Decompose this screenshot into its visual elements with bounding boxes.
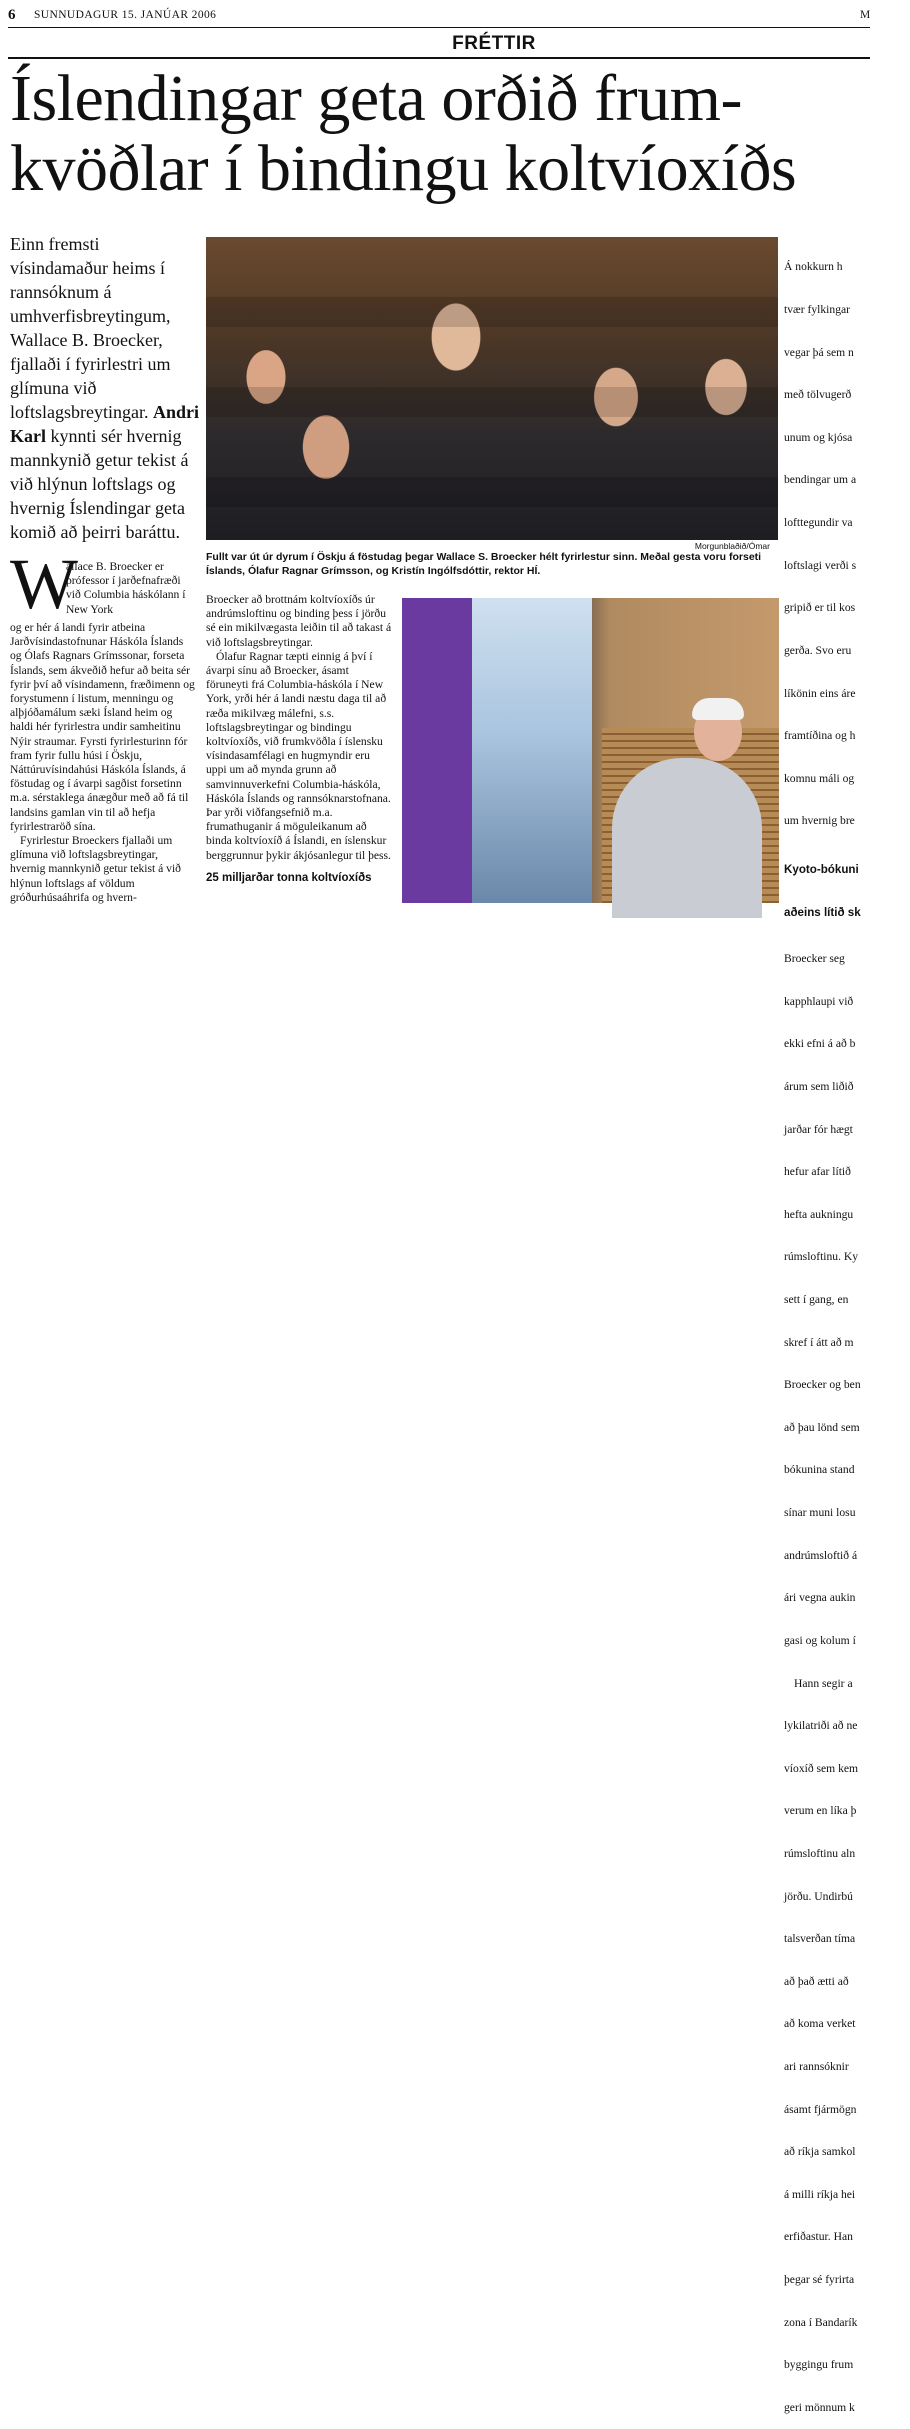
text-line: jörðu. Undirbú bbox=[784, 1889, 853, 1903]
column1-body bbox=[10, 621, 196, 905]
text-line: árum sem liðið bbox=[784, 1079, 854, 1093]
text-line: ásamt fjármögn bbox=[784, 2102, 857, 2116]
text-line: með tölvugerð bbox=[784, 388, 852, 402]
text-line: zona í Bandarík bbox=[784, 2315, 858, 2329]
text-line: víoxíð sem kem bbox=[784, 1761, 859, 1775]
text-line: talsverðan tíma bbox=[784, 1932, 856, 1946]
text-line: komnu máli og bbox=[784, 771, 855, 785]
column3-body bbox=[784, 232, 884, 2429]
header-right-fragment: M bbox=[860, 9, 871, 21]
text-line: þegar sé fyrirta bbox=[784, 2273, 855, 2287]
text-line: á milli ríkja hei bbox=[784, 2187, 856, 2201]
paragraph: og er hér á landi fyrir atbeina Jarðvísindastofnunar Háskóla Íslands og Ólafs Ragnars Grímssonar, forseta Íslands, sem ákveðið hefur að beita sér fyrir því að vísindamenn, fræðimenn og forystumenn í listum, menningu og alþjóðamálum sæki Ísland heim og haldi hér fyrirlestra undir samheitinu Nýir straumar. Fyrsti fyrirlesturinn fór fram fyrir fullu húsi í Öskju, Náttúruvísindahúsi Háskóla Íslands, á föstudag og í ávarpi sagðist forsetinn m.a. sérstaklega ánægður með að fá til landsins gamlan vin til að hefja fyrirlestraröð sína. bbox=[10, 621, 195, 833]
text-line: unum og kjósa bbox=[784, 430, 853, 444]
top-rule bbox=[8, 27, 870, 28]
text-line: ekki efni á að b bbox=[784, 1037, 856, 1051]
subheading: Kyoto-bókuni bbox=[784, 862, 859, 876]
text-line: Broecker seg bbox=[784, 952, 845, 966]
text-line: skref í átt að m bbox=[784, 1335, 854, 1349]
speaker-photo bbox=[402, 598, 779, 903]
photo-caption: Fullt var út úr dyrum í Öskju á föstudag þegar Wallace S. Broecker hélt fyrirlestur sinn. Meðal gesta voru forseti Íslands, Ólafur Ragnar Grímsson, og Kristín Ingólfsdóttir, rektor HÍ. bbox=[206, 551, 762, 577]
photo-credit: Morgunblaðið/Ómar bbox=[694, 541, 770, 551]
subheading: 25 milljarðar tonna koltvíoxíðs bbox=[206, 871, 372, 884]
audience-photo bbox=[206, 237, 778, 540]
text-line: um hvernig bre bbox=[784, 814, 855, 828]
paragraph: Broecker að brottnám koltvíoxíðs úr andrúmsloftinu og binding þess í jörðu sé ein mikilvægasta leiðin til að takast á við loftslagsbreytingar. bbox=[206, 593, 392, 649]
text-line: andrúmsloftið á bbox=[784, 1548, 858, 1562]
text-line: rúmsloftinu. Ky bbox=[784, 1250, 859, 1264]
text-line: gerða. Svo eru bbox=[784, 643, 852, 657]
text-line: rúmsloftinu aln bbox=[784, 1846, 856, 1860]
text-line: lofttegundir va bbox=[784, 516, 853, 530]
text-line: Hann segir a bbox=[794, 1676, 853, 1690]
text-line: bendingar um a bbox=[784, 473, 857, 487]
lede bbox=[10, 232, 200, 544]
text-line: sett í gang, en bbox=[784, 1293, 849, 1307]
text-line: byggingu frum bbox=[784, 2358, 854, 2372]
subheading: aðeins lítið sk bbox=[784, 905, 861, 919]
drop-cap: W bbox=[10, 544, 78, 624]
text-line: ari rannsóknir bbox=[784, 2060, 849, 2073]
text-line: sínar muni losu bbox=[784, 1506, 856, 1520]
text-line: að þau lönd sem bbox=[784, 1420, 860, 1434]
text-line: Á nokkurn h bbox=[784, 260, 843, 274]
date-line: SUNNUDAGUR 15. JANÚAR 2006 bbox=[34, 9, 217, 21]
text-line: gripið er til kos bbox=[784, 601, 856, 615]
lede-text-2: kynnti sér hvernig mannkynið getur tekist á við hlýnun loftslags og hvernig Íslendingar geta komið að þeirri baráttu. bbox=[10, 426, 189, 542]
section-rule bbox=[8, 57, 870, 59]
text-line: geri mönnum k bbox=[784, 2400, 855, 2414]
text-line: hefta aukningu bbox=[784, 1207, 854, 1221]
paragraph: Fyrirlestur Broeckers fjallaði um glímuna við loftslagsbreytingar, hvernig mannkynið getur tekist á við hlýnun loftslags af völdum gróðurhúsaáhrifa og hvern- bbox=[10, 834, 181, 904]
text-line: jarðar fór hægt bbox=[784, 1122, 853, 1136]
text-line: Broecker og ben bbox=[784, 1378, 861, 1392]
text-line: að það ætti að bbox=[784, 1974, 849, 1988]
text-line: líkönin eins áre bbox=[784, 686, 856, 700]
text-line: erfiðastur. Han bbox=[784, 2230, 853, 2244]
text-line: framtíðina og h bbox=[784, 729, 856, 743]
text-line: gasi og kolum í bbox=[784, 1633, 856, 1647]
text-line: loftslagi verði s bbox=[784, 558, 857, 572]
text-line: kapphlaupi við bbox=[784, 994, 854, 1008]
headline: Íslendingar geta orðið frum- kvöðlar í bindingu koltvíoxíðs bbox=[10, 62, 797, 205]
text-line: að ríkja samkol bbox=[784, 2145, 856, 2159]
text-line: vegar þá sem n bbox=[784, 345, 854, 359]
text-line: tvær fylkingar bbox=[784, 303, 851, 317]
paragraph: Ólafur Ragnar tæpti einnig á því í ávarpi sínu að Broecker, ásamt föruneyti frá Columbia-háskóla í New York, yrði hér á landi næstu daga til að ræða mikilvæg málefni, s.s. loftslagsbreytingar og bindingu koltvíoxíðs, við frumkvöðla í íslensku vísindasamfélagi en hugmyndir eru uppi um að mynda grunn að samvinnuverkefni Columbia-háskóla, Háskóla Íslands og rannsóknarstofnana. Þar yrði viðfangsefnið m.a. frumathuganir á möguleikanum að binda koltvíoxíð á Íslandi, en íslenskur berggrunnur þykir ákjósanlegur til þess. bbox=[206, 649, 391, 862]
lede-text-1: Einn fremsti vísindamaður heims í rannsóknum á umhverfisbreytingum, Wallace B. Broecker, fjallaði í fyrirlestri um glímuna við loftslagsbreytingar. bbox=[10, 234, 171, 422]
text-line: að koma verket bbox=[784, 2017, 856, 2031]
text-line: ári vegna aukin bbox=[784, 1591, 856, 1605]
section-label: FRÉTTIR bbox=[452, 33, 536, 54]
text-line: verum en líka þ bbox=[784, 1804, 857, 1818]
text-line: lykilatriði að ne bbox=[784, 1719, 858, 1733]
lede-author: Andri Karl bbox=[10, 402, 199, 446]
page-number: 6 bbox=[8, 7, 16, 23]
text-line: hefur afar lítið bbox=[784, 1165, 851, 1179]
column1-intro: allace B. Broecker er prófessor í jarðefnafræði við Columbia háskólann í New York bbox=[66, 560, 186, 616]
text-line: bókunina stand bbox=[784, 1463, 855, 1477]
column2-body bbox=[206, 593, 392, 885]
